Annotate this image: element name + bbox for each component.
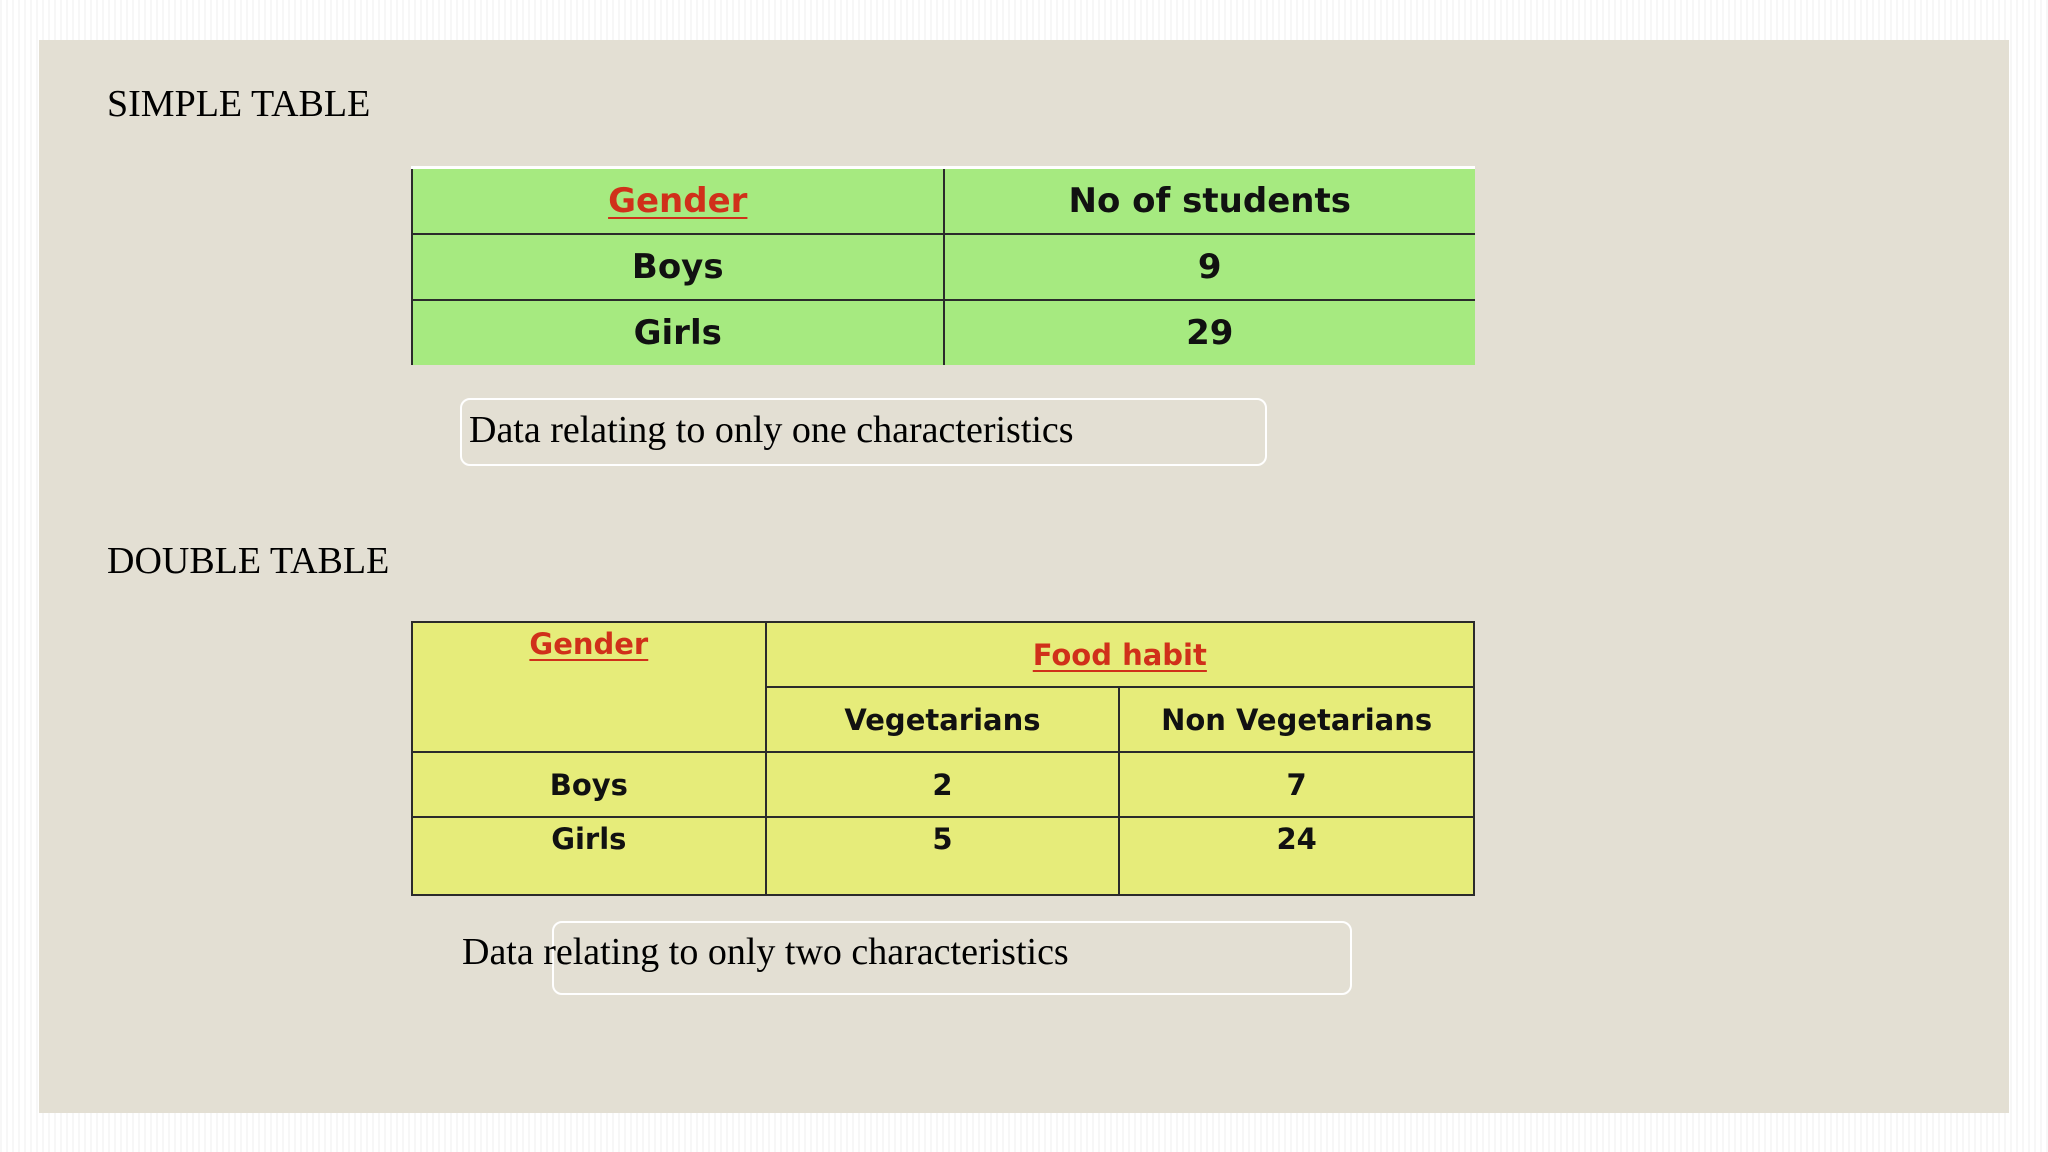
double-table-heading: DOUBLE TABLE bbox=[107, 540, 390, 582]
table-cell: 24 bbox=[1119, 817, 1474, 895]
table-cell: Girls bbox=[412, 300, 944, 365]
caption-simple: Data relating to only one characteristics bbox=[469, 409, 1074, 451]
header-cell-gender bbox=[412, 622, 766, 752]
table-cell: Boys bbox=[412, 234, 944, 300]
subheader-cell-non-vegetarians: Non Vegetarians bbox=[1119, 687, 1474, 752]
subheader-cell-vegetarians: Vegetarians bbox=[766, 687, 1120, 752]
header-cell-food-habit bbox=[766, 622, 1474, 687]
slide bbox=[39, 40, 2009, 1113]
table-cell: 7 bbox=[1119, 752, 1474, 817]
table-row bbox=[412, 234, 1475, 300]
simple-table-heading: SIMPLE TABLE bbox=[107, 83, 371, 125]
caption-double: Data relating to only two characteristics bbox=[462, 931, 1069, 973]
table-cell: 9 bbox=[944, 234, 1476, 300]
table-row bbox=[412, 300, 1475, 365]
table-row bbox=[412, 752, 1474, 817]
table-cell: 29 bbox=[944, 300, 1476, 365]
table-cell: 2 bbox=[766, 752, 1120, 817]
header-cell-no-of-students: No of students bbox=[944, 168, 1476, 235]
table-cell: Girls bbox=[412, 817, 766, 895]
table-cell: 5 bbox=[766, 817, 1120, 895]
header-cell-gender bbox=[412, 168, 944, 235]
header-food-habit-text: Food habit bbox=[1032, 637, 1207, 672]
table-row bbox=[412, 817, 1474, 895]
table-header-row bbox=[412, 168, 1475, 235]
table-cell: Boys bbox=[412, 752, 766, 817]
double-table bbox=[411, 621, 1475, 896]
header-gender-text: Gender bbox=[608, 181, 748, 221]
table-header-row bbox=[412, 622, 1474, 687]
simple-table bbox=[411, 166, 1475, 365]
header-gender-text: Gender bbox=[529, 627, 649, 661]
